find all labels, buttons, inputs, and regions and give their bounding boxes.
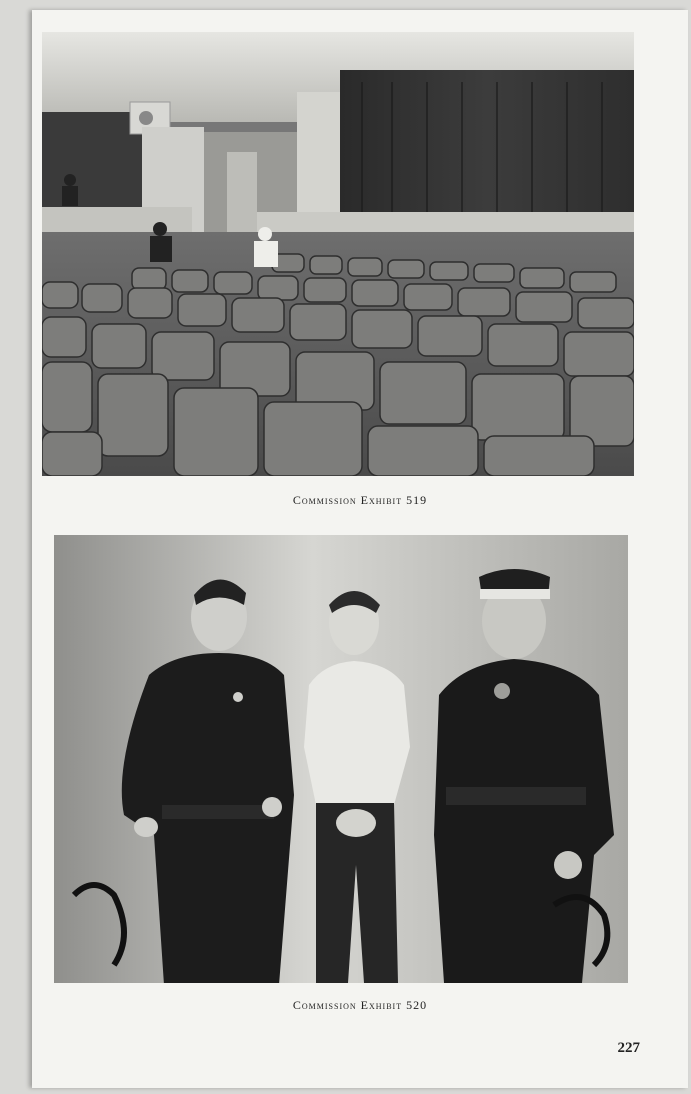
exhibit-520-photo xyxy=(54,535,628,983)
exhibit-520-caption: Commission Exhibit 520 xyxy=(292,998,428,1012)
exhibit-519-caption: Commission Exhibit 519 xyxy=(292,493,428,507)
exhibit-519-photo xyxy=(42,32,634,476)
page-number: 227 xyxy=(617,1040,640,1056)
document-page xyxy=(32,10,688,1088)
